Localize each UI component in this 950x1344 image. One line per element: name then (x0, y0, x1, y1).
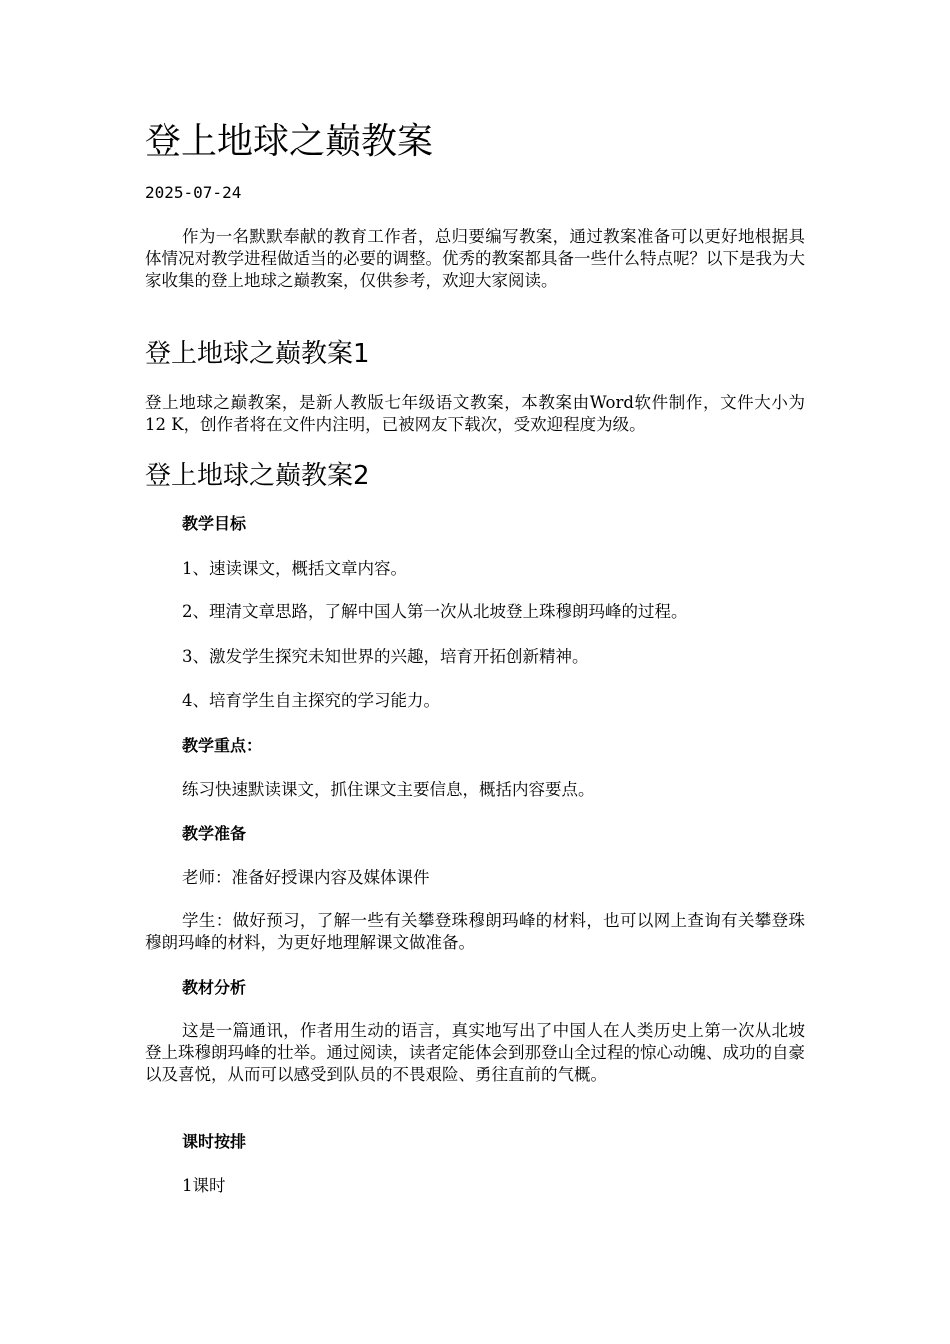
goal-item: 1、速读课文，概括文章内容。 (182, 559, 407, 578)
document-title: 登上地球之巅教案 (145, 121, 434, 162)
preparation-heading: 教学准备 (182, 824, 247, 843)
preparation-teacher: 老师：准备好授课内容及媒体课件 (182, 868, 430, 887)
analysis-text: 这是一篇通讯，作者用生动的语言，真实地写出了中国人在人类历史上第一次从北坡登上珠穆朗玛峰的壮举。通过阅读，读者定能体会到那登山全过程的惊心动魄、成功的自豪以及喜悦，从而可以感受到队员的不畏艰险、勇往直前的气概。 (145, 1021, 805, 1084)
key-points-text: 练习快速默读课文，抓住课文主要信息，概括内容要点。 (182, 780, 595, 799)
schedule-text: 1课时 (182, 1176, 226, 1195)
goals-heading: 教学目标 (182, 514, 247, 533)
intro-paragraph: 作为一名默默奉献的教育工作者，总归要编写教案，通过教案准备可以更好地根据具体情况对教学进程做适当的必要的调整。优秀的教案都具备一些什么特点呢？以下是我为大家收集的登上地球之巅教案，仅供参考，欢迎大家阅读。 (145, 227, 805, 290)
goal-item: 2、理清文章思路，了解中国人第一次从北坡登上珠穆朗玛峰的过程。 (182, 602, 688, 621)
schedule-heading: 课时按排 (182, 1132, 247, 1151)
key-points-heading: 教学重点： (182, 736, 263, 755)
section-1-body: 登上地球之巅教案，是新人教版七年级语文教案，本教案由Word软件制作，文件大小为 12 K，创作者将在文件内注明，已被网友下载次，受欢迎程度为级。 (145, 393, 805, 434)
preparation-student: 学生：做好预习，了解一些有关攀登珠穆朗玛峰的材料，也可以网上查询有关攀登珠穆朗玛峰的材料，为更好地理解课文做准备。 (145, 911, 805, 952)
analysis-heading: 教材分析 (182, 978, 247, 997)
section-1-heading: 登上地球之巅教案1 (145, 339, 370, 369)
goal-item: 3、激发学生探究未知世界的兴趣，培育开拓创新精神。 (182, 647, 589, 666)
section-2-heading: 登上地球之巅教案2 (145, 461, 370, 491)
document-date: 2025-07-24 (145, 183, 242, 202)
goal-item: 4、培育学生自主探究的学习能力。 (182, 691, 440, 710)
